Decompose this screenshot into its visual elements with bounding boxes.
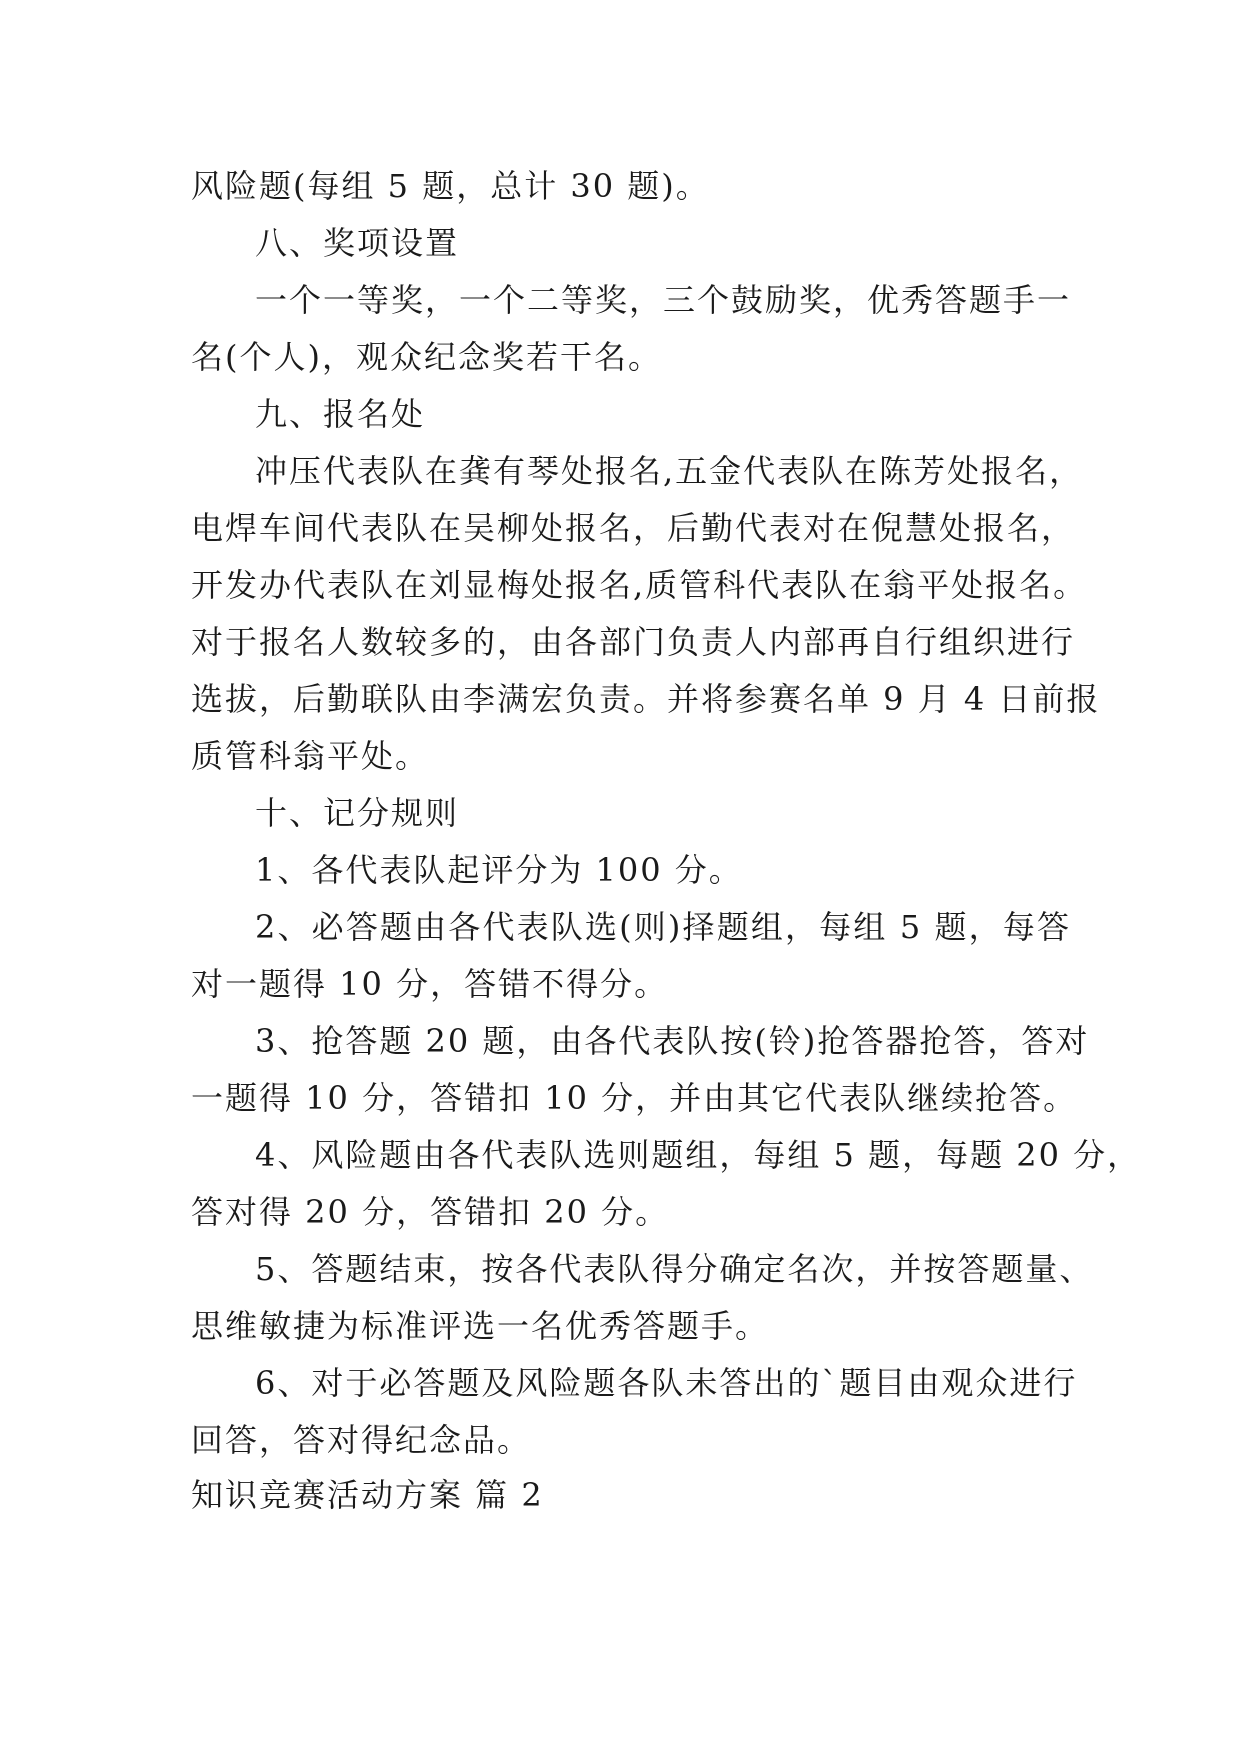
- paragraph-line: 一题得 10 分，答错扣 10 分，并由其它代表队继续抢答。: [191, 1079, 1078, 1117]
- list-item: 5、答题结束，按各代表队得分确定名次，并按答题量、: [255, 1250, 1094, 1288]
- paragraph-line: 对一题得 10 分，答错不得分。: [191, 965, 669, 1003]
- paragraph-line: 冲压代表队在龚有琴处报名,五金代表队在陈芳处报名，: [255, 452, 1084, 490]
- paragraph-line: 开发办代表队在刘显梅处报名,质管科代表队在翁平处报名。: [191, 566, 1088, 604]
- list-item: 4、风险题由各代表队选则题组，每组 5 题，每题 20 分，: [255, 1136, 1142, 1174]
- list-item: 6、对于必答题及风险题各队未答出的`题目由观众进行: [255, 1364, 1078, 1402]
- paragraph-line: 一个一等奖，一个二等奖，三个鼓励奖，优秀答题手一: [255, 281, 1072, 319]
- paragraph-line: 回答，答对得纪念品。: [191, 1421, 532, 1459]
- paragraph-line: 风险题(每组 5 题，总计 30 题)。: [191, 167, 710, 205]
- paragraph-line: 电焊车间代表队在吴柳处报名，后勤代表对在倪慧处报名，: [191, 509, 1076, 547]
- section-heading-awards: 八、奖项设置: [255, 224, 460, 262]
- section-heading-registration: 九、报名处: [255, 395, 426, 433]
- paragraph-line: 选拔，后勤联队由李满宏负责。并将参赛名单 9 月 4 日前报: [191, 680, 1101, 718]
- list-item: 3、抢答题 20 题，由各代表队按(铃)抢答器抢答，答对: [255, 1022, 1090, 1060]
- paragraph-line: 质管科翁平处。: [191, 737, 430, 775]
- list-item: 1、各代表队起评分为 100 分。: [255, 851, 743, 889]
- paragraph-line: 名(个人)，观众纪念奖若干名。: [191, 338, 662, 376]
- section-title-part-2: 知识竞赛活动方案 篇 2: [191, 1476, 544, 1514]
- paragraph-line: 答对得 20 分，答错扣 20 分。: [191, 1193, 670, 1231]
- paragraph-line: 思维敏捷为标准评选一名优秀答题手。: [191, 1307, 770, 1345]
- list-item: 2、必答题由各代表队选(则)择题组，每组 5 题，每答: [255, 908, 1071, 946]
- section-heading-scoring: 十、记分规则: [255, 794, 460, 832]
- paragraph-line: 对于报名人数较多的，由各部门负责人内部再自行组织进行: [191, 623, 1076, 661]
